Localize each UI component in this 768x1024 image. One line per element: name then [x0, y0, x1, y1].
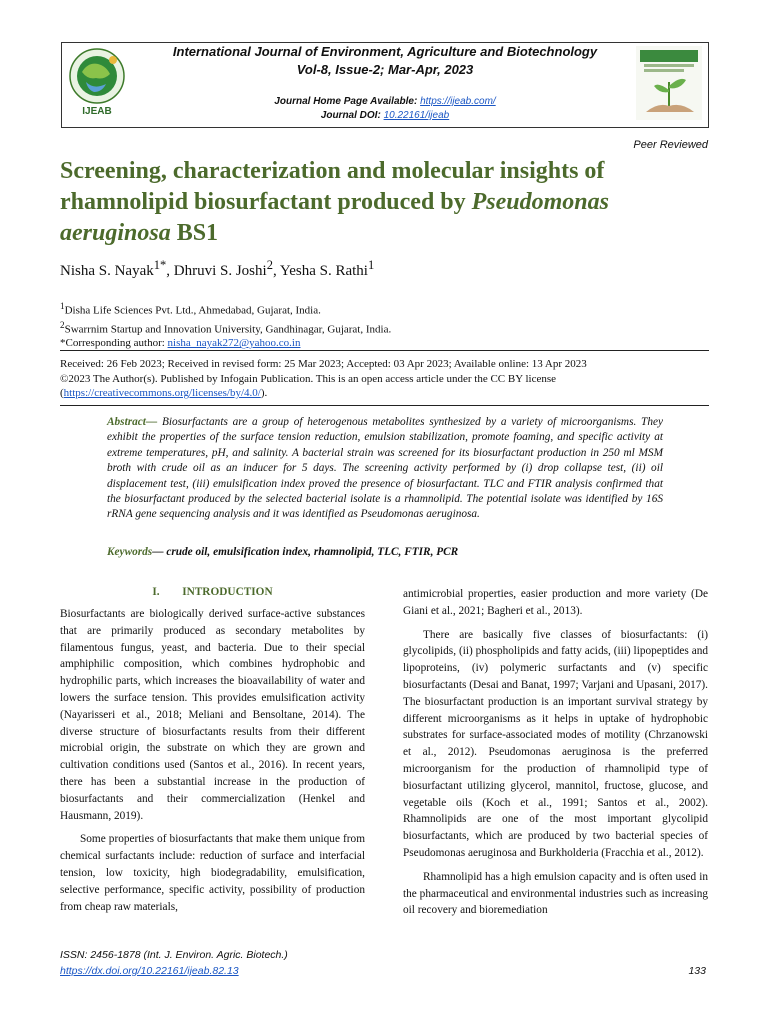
journal-doi-line [140, 110, 630, 121]
affiliation-2 [60, 318, 391, 337]
abstract-label: Abstract [107, 416, 146, 428]
keywords-label: Keywords [107, 546, 153, 558]
affiliations [60, 299, 391, 350]
author-sup: 1* [153, 258, 167, 272]
ijeab-logo [68, 46, 126, 120]
paragraph: Some properties of biosurfactants that make them unique from chemical surfactants include: reduction of surface and interfacial tension, low toxicity, high biodegradability, emulsification, selective performance, specific activity, possibility of production from cheap raw materials, [60, 833, 365, 913]
abstract [107, 415, 663, 523]
corresponding-label: *Corresponding author: [60, 337, 168, 350]
keywords-text: crude oil, emulsification index, rhamnolipid, TLC, FTIR, PCR [166, 546, 459, 558]
page-number: 133 [688, 965, 706, 977]
author-sup: 1 [367, 258, 375, 272]
paragraph: Biosurfactants are biologically derived surface-active substances that are primarily produced as secondary metabolites by filamentous fungus, yeast, and bacteria. Due to their special amphiphilic composition, which combines hydrophobic and hydrophilic parts, which increases the bioavailability of water and lowers the surface tension. This provides emulsification activity (Nayarisseri et al., 2018; Meliani and Bensoltane, 2014). The diverse structure of biosurfactants results from their different microbial origin, the substrate on which they are grown and cultivation conditions used (Santos et al., 2016). In recent years, there has been a substantial increase in the production of biosurfactants and their commercialization (Henkel and Hausmann, 2019). [60, 608, 365, 822]
home-page-label: Journal Home Page Available: [274, 96, 421, 107]
license-open: ( [60, 387, 64, 399]
paragraph: antimicrobial properties, easier production and more variety (De Giani et al., 2021; Bagheri et al., 2013). [403, 588, 708, 617]
section-title: INTRODUCTION [182, 586, 273, 598]
right-column [403, 586, 708, 919]
author-name: Yesha S. Rathi [279, 263, 368, 279]
journal-cover-thumbnail [636, 46, 702, 120]
title-part-1: Screening, characterization and molecular insights of rhamnolipid biosurfactant produced by [60, 158, 605, 215]
affiliation-1 [60, 299, 391, 318]
corresponding-author [60, 336, 391, 350]
journal-doi-link[interactable]: 10.22161/ijeab [383, 110, 450, 121]
license-link-line [60, 386, 709, 401]
affiliation-text: Disha Life Sciences Pvt. Ltd., Ahmedabad, Gujarat, India. [64, 304, 321, 317]
section-heading [60, 586, 365, 598]
divider-bottom [60, 405, 709, 406]
license-line: ©2023 The Author(s). Published by Infogain Publication. This is an open access article under the CC BY license [60, 372, 557, 385]
author-list: Nisha S. Nayak$^{1*}$, Dhruvi S. Joshi$^2$, Yesha S. Rathi$^1$ [60, 258, 375, 279]
left-column [60, 606, 365, 915]
peer-reviewed-label: Peer Reviewed [633, 139, 708, 151]
abstract-dash: — [145, 416, 162, 428]
license-close: ). [260, 387, 268, 399]
author-name: Dhruvi S. Joshi [173, 263, 267, 279]
affiliation-sup: 2 [60, 319, 65, 330]
author-sup: 2 [266, 258, 273, 272]
home-page-link[interactable]: https://ijeab.com/ [420, 96, 496, 107]
journal-home-line [140, 96, 630, 107]
paragraph: There are basically five classes of biosurfactants: (i) glycolipids, (ii) phospholipids and fatty acids, (iii) lipopeptides and lipoproteins, (iv) polymeric surfactants and (v) specific biosurfactants (Desai and Banat, 1997; Varjani and Upasani, 2017). The biosurfactant production is an important survival strategy by different microorganisms as it helps in uptake of hydrophobic substrates for surface-associated modes of motility (Chrzanowski et al., 2012). Pseudomonas aeruginosa is the preferred microorganism for the production of rhamnolipid type of biosurfactant utilizing glycerol, mannitol, fructose, glucose, and vegetable oils (Koch et al., 1991; Santos et al., 2002). Rhamnolipids are one of the most important glycolipid biosurfactants, which are produced by two bacterial species of Pseudomonas aeruginosa and Burkholderia (Fracchia et al., 2012). [403, 628, 708, 859]
keywords-dash: — [152, 546, 167, 558]
keywords [107, 546, 663, 558]
license-link[interactable]: https://creativecommons.org/licenses/by/4.0/ [63, 387, 261, 399]
abstract-text: Biosurfactants are a group of heterogenous metabolites synthesized by a variety of microorganisms. They exhibit the properties of the surface tension reduction, emulsion stabilization, promote foaming, and specific activity at extreme temperatures, pH, and salinity. A bacterial strain was screened for its biosurfactant production in 250 ml MSM broth with crude oil as an inducer for 5 days. The screening activity performed by (i) drop collapse test, (ii) oil displacement test, (iii) emulsification index proved the presence of biosurfactant. TLC and FTIR analysis confirmed that the biosurfactant produced by the selected bacterial isolate is a rhamnolipid. The potential isolate was identified by 16S rRNA gene sequencing analysis and it was identified as Pseudomonas aeruginosa. [107, 416, 663, 521]
author-name: Nisha S. Nayak [60, 263, 154, 279]
paper-title [60, 156, 710, 249]
title-part-2: BS1 [170, 220, 219, 246]
article-dates [60, 357, 709, 401]
paragraph: Rhamnolipid has a high emulsion capacity and is often used in the pharmaceutical and environmental industries such as increasing oil recovery and bioremediation [403, 870, 708, 917]
section-number: I. [152, 586, 160, 598]
dates-line: Received: 26 Feb 2023; Received in revised form: 25 Mar 2023; Accepted: 03 Apr 2023; Available online: 13 Apr 2023 [60, 358, 587, 370]
journal-doi-label: Journal DOI: [320, 110, 384, 121]
divider-top [60, 350, 709, 351]
journal-title: International Journal of Environment, Agriculture and Biotechnology [172, 44, 598, 59]
title-species: Pseudomonas aeruginosa [60, 189, 609, 246]
corresponding-email-link[interactable]: nisha_nayak272@yahoo.co.in [167, 337, 301, 350]
footer-doi-link[interactable]: https://dx.doi.org/10.22161/ijeab.82.13 [60, 965, 239, 977]
ijeab-logo-text: IJEAB [82, 106, 112, 117]
affiliation-text: Swarrnim Startup and Innovation University, Gandhinagar, Gujarat, India. [64, 323, 392, 336]
footer-issn: ISSN: 2456-1878 (Int. J. Environ. Agric. Biotech.) [60, 949, 288, 961]
affiliation-sup: 1 [60, 301, 65, 311]
journal-volume: Vol-8, Issue-2; Mar-Apr, 2023 [296, 62, 474, 77]
